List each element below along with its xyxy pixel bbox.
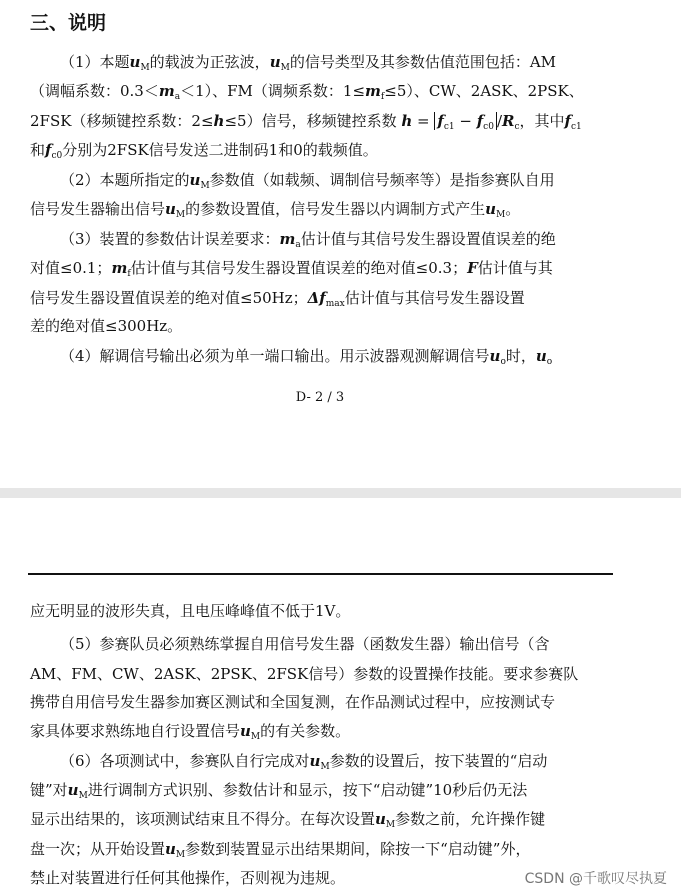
p4-line-1: （4）解调信号输出必须为单一端口输出。用示波器观测解调信号$u_o$时，$u_o$ (60, 347, 553, 367)
page-number-footer: D- 2 / 3 (295, 390, 345, 405)
p1-line-2: （调幅系数：$0.3<m_a<1$）、FM（调频系数：$1\le m_f\le 5$）、CW、2ASK、2PSK、 (30, 82, 584, 102)
p5-line-1: （5）参赛队员必须熟练掌握自用信号发生器（函数发生器）输出信号（含 (60, 635, 550, 653)
continued-line: 应无明显的波形失真，且电压峰峰值不低于1V。 (30, 602, 351, 620)
p3-line-1: （3）装置的参数估计误差要求：$m_a$估计值与其信号发生器设置值误差的绝 (60, 230, 556, 250)
p3-line-3: 信号发生器设置值误差的绝对值≤50Hz；$\Delta f_{max}$估计值与其信号发生器设置 (30, 289, 525, 309)
p5-line-4: 家具体要求熟练地自行设置信号$u_M$的有关参数。 (30, 722, 351, 742)
p3-line-4: 差的绝对值≤300Hz。 (30, 317, 183, 335)
p6-line-3: 显示出结果的，该项测试结束且不得分。在每次设置$u_M$参数之前，允许操作键 (30, 810, 546, 830)
p1-line-4: 和$f_{c0}$分别为2FSK信号发送二进制码1和0的载频值。 (30, 141, 378, 161)
p1-line-1: （1）本题$u_M$的载波为正弦波，$u_M$的信号类型及其参数估值范围包括：AM (60, 53, 557, 73)
fsk-formula: $h = f_{c1} - f_{c0}$ $/R_c$ (401, 112, 520, 132)
p5-line-3: 携带自用信号发生器参加赛区测试和全国复测，在作品测试过程中，应按测试专 (30, 693, 556, 711)
p2-line-2: 信号发生器输出信号$u_M$的参数设置值，信号发生器以内调制方式产生$u_M$。 (30, 200, 521, 220)
p2-line-1: （2）本题所指定的$u_M$参数值（如载频、调制信号频率等）是指参赛队自用 (60, 171, 555, 191)
p5-line-2: AM、FM、CW、2ASK、2PSK、2FSK信号）参数的设置操作技能。要求参赛队 (30, 665, 579, 683)
p6-line-1: （6）各项测试中，参赛队自行完成对$u_M$参数的设置后，按下装置的“启动 (60, 752, 548, 772)
document-page-3 (0, 498, 681, 896)
p1-line-3: 2FSK（移频键控系数：2≤h≤5）信号，移频键控系数 $h = f_{c1} - f_{c0}$ $/R_c$，其中$f_{c1}$ (30, 112, 582, 132)
csdn-watermark: CSDN @千歌叹尽执夏 (524, 871, 667, 887)
p6-line-4: 盘一次；从开始设置$u_M$参数到装置显示出结果期间，除按一下“启动键”外， (30, 840, 531, 860)
p6-line-5: 禁止对装置进行任何其他操作，否则视为违规。 (30, 869, 346, 887)
header-rule (28, 573, 613, 575)
page-separator (0, 488, 681, 498)
p6-line-2: 键”对$u_M$进行调制方式识别、参数估计和显示，按下“启动键”10秒后仍无法 (30, 781, 528, 801)
p3-line-2: 对值≤0.1；$m_f$估计值与其信号发生器设置值误差的绝对值≤0.3；F估计值与其 (30, 259, 553, 279)
section-heading: 三、说明 (30, 12, 107, 34)
